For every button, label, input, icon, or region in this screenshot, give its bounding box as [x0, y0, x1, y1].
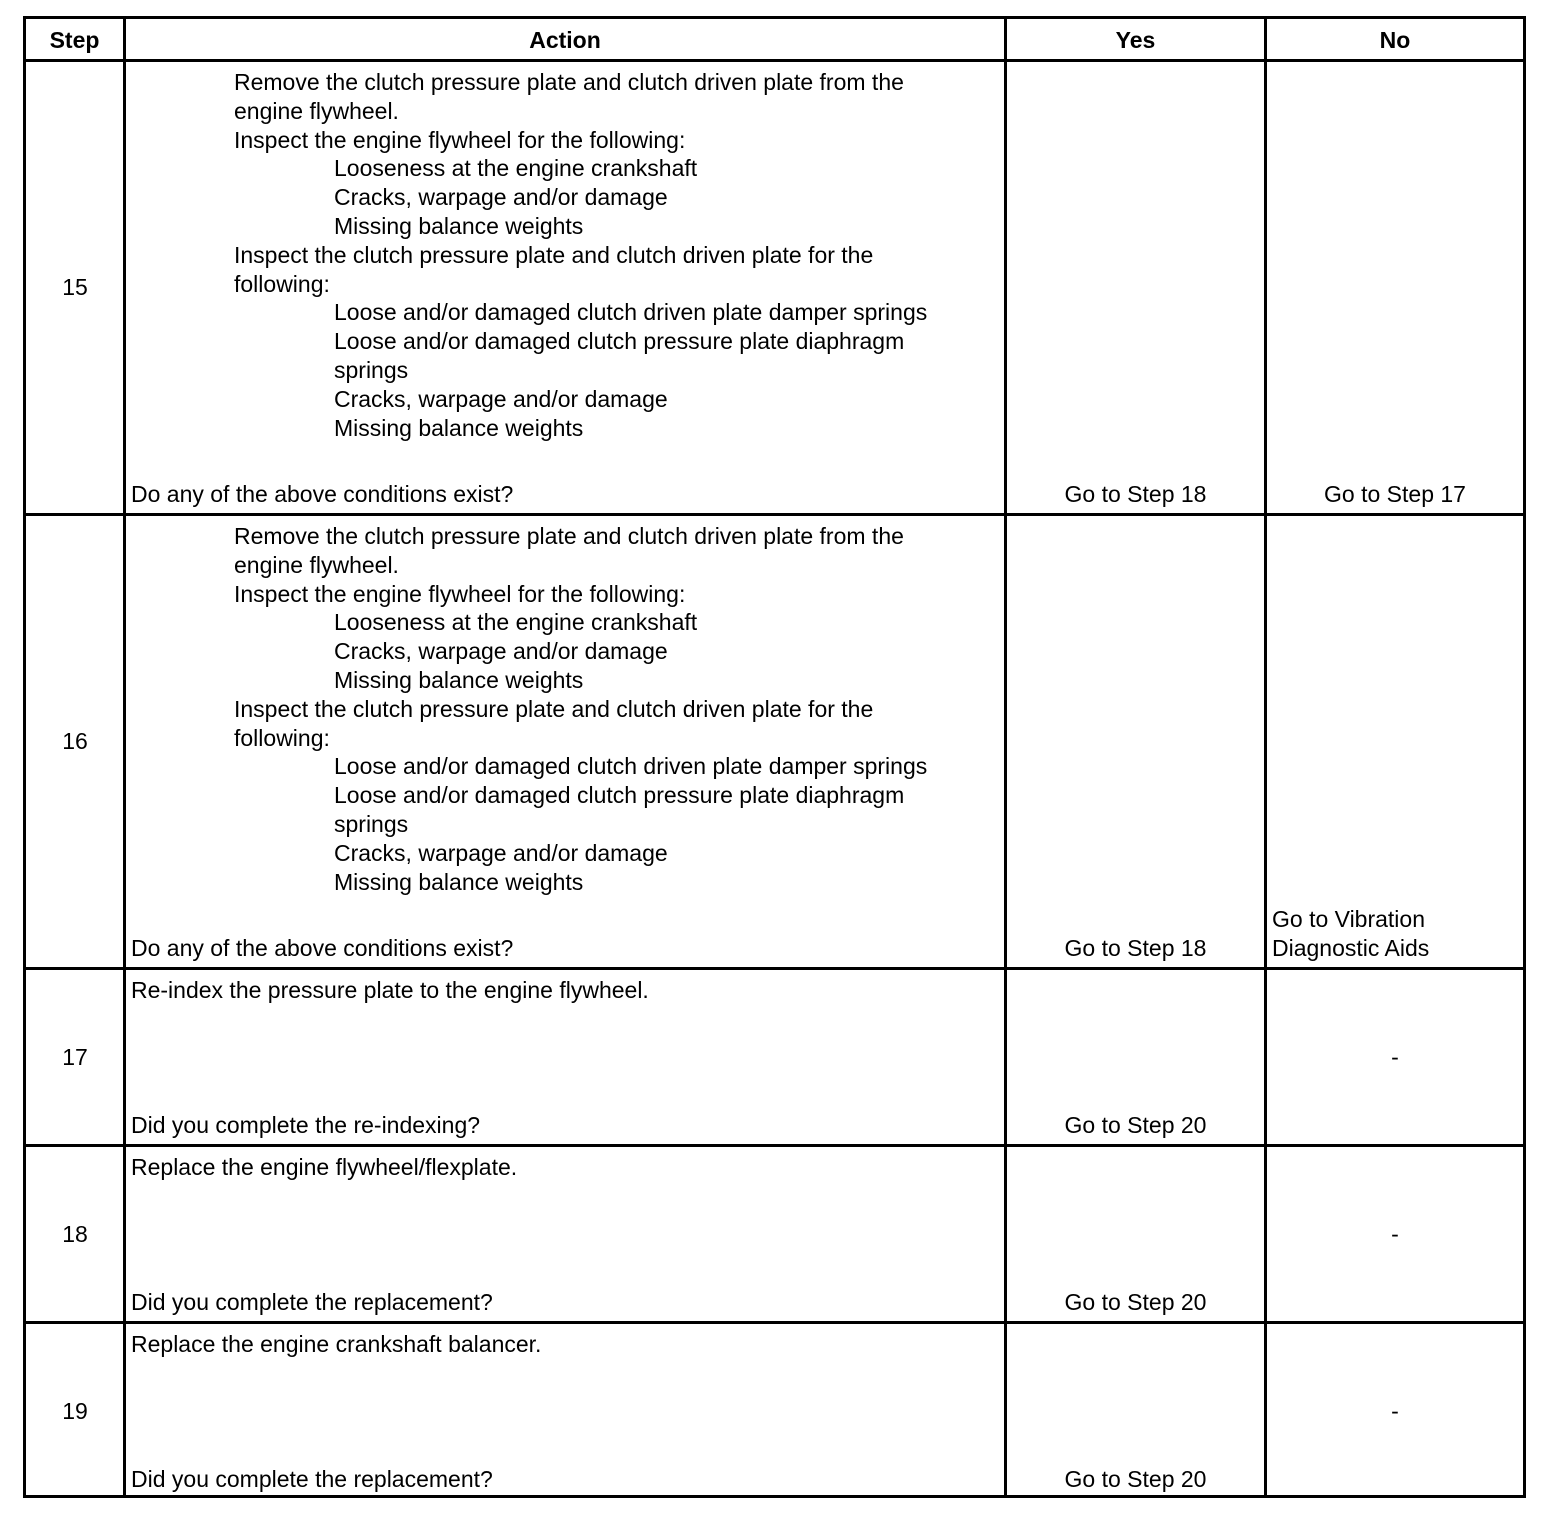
column-divider	[1004, 19, 1007, 1495]
no-outcome: -	[1391, 1221, 1399, 1247]
header-yes: Yes	[1115, 27, 1156, 53]
action-line: Missing balance weights	[334, 666, 584, 693]
yes-outcome: Go to Step 20	[1064, 1112, 1207, 1138]
row-divider	[26, 1144, 1523, 1147]
action-question: Do any of the above conditions exist?	[131, 481, 514, 507]
action-line: Inspect the engine flywheel for the following:	[234, 126, 686, 153]
action-line: Loose and/or damaged clutch driven plate damper springs	[334, 299, 928, 326]
action-line: Inspect the clutch pressure plate and clutch driven plate for the	[234, 695, 874, 722]
action-line: following:	[234, 270, 330, 297]
yes-outcome: Go to Step 18	[1064, 935, 1207, 961]
step-number: 19	[62, 1398, 88, 1424]
row-divider	[26, 513, 1523, 516]
action-line: engine flywheel.	[234, 551, 399, 578]
header-action: Action	[529, 27, 601, 53]
action-question: Did you complete the replacement?	[131, 1466, 493, 1492]
no-outcome	[1272, 905, 1429, 963]
action-line: springs	[334, 356, 409, 383]
action-details	[131, 522, 927, 896]
action-line: Cracks, warpage and/or damage	[334, 184, 668, 211]
no-outcome: -	[1391, 1398, 1399, 1424]
diagnostic-table	[23, 16, 1526, 1498]
no-outcome-line: Go to Vibration	[1272, 906, 1426, 932]
action-line: Looseness at the engine crankshaft	[334, 609, 698, 636]
action-line: Missing balance weights	[334, 868, 584, 895]
header-no: No	[1379, 27, 1411, 53]
row-divider	[26, 1321, 1523, 1324]
action-question: Did you complete the replacement?	[131, 1289, 493, 1315]
column-divider	[1264, 19, 1267, 1495]
action-text: Re-index the pressure plate to the engine flywheel.	[131, 977, 649, 1003]
no-outcome: -	[1391, 1044, 1399, 1070]
no-outcome-line: Diagnostic Aids	[1272, 934, 1430, 961]
action-line: Loose and/or damaged clutch pressure plate diaphragm	[334, 782, 905, 809]
header-step: Step	[49, 27, 100, 53]
step-number: 16	[62, 728, 88, 754]
action-line: Loose and/or damaged clutch driven plate damper springs	[334, 753, 928, 780]
action-line: springs	[334, 810, 409, 837]
action-line: Loose and/or damaged clutch pressure plate diaphragm	[334, 328, 905, 355]
action-line: Missing balance weights	[334, 212, 584, 239]
yes-outcome: Go to Step 20	[1064, 1466, 1207, 1492]
step-number: 17	[62, 1044, 88, 1070]
action-line: Missing balance weights	[334, 414, 584, 441]
action-line: Cracks, warpage and/or damage	[334, 839, 668, 866]
action-line: following:	[234, 724, 330, 751]
action-line: Looseness at the engine crankshaft	[334, 155, 698, 182]
step-number: 15	[62, 274, 88, 300]
action-question: Did you complete the re-indexing?	[131, 1112, 481, 1138]
action-question: Do any of the above conditions exist?	[131, 935, 514, 961]
action-text: Replace the engine flywheel/flexplate.	[131, 1154, 518, 1180]
action-line: Inspect the clutch pressure plate and clutch driven plate for the	[234, 241, 874, 268]
action-text: Replace the engine crankshaft balancer.	[131, 1331, 542, 1357]
yes-outcome: Go to Step 20	[1064, 1289, 1207, 1315]
action-line: Cracks, warpage and/or damage	[334, 638, 668, 665]
action-line: engine flywheel.	[234, 97, 399, 124]
action-line: Cracks, warpage and/or damage	[334, 385, 668, 412]
action-line: Inspect the engine flywheel for the following:	[234, 580, 686, 607]
yes-outcome: Go to Step 18	[1064, 481, 1207, 507]
no-outcome: Go to Step 17	[1324, 481, 1466, 507]
column-divider	[123, 19, 126, 1495]
action-details	[131, 68, 927, 442]
action-line: Remove the clutch pressure plate and clutch driven plate from the	[234, 523, 904, 549]
row-divider	[26, 967, 1523, 970]
action-line: Remove the clutch pressure plate and clutch driven plate from the	[234, 69, 904, 95]
step-number: 18	[62, 1221, 88, 1247]
